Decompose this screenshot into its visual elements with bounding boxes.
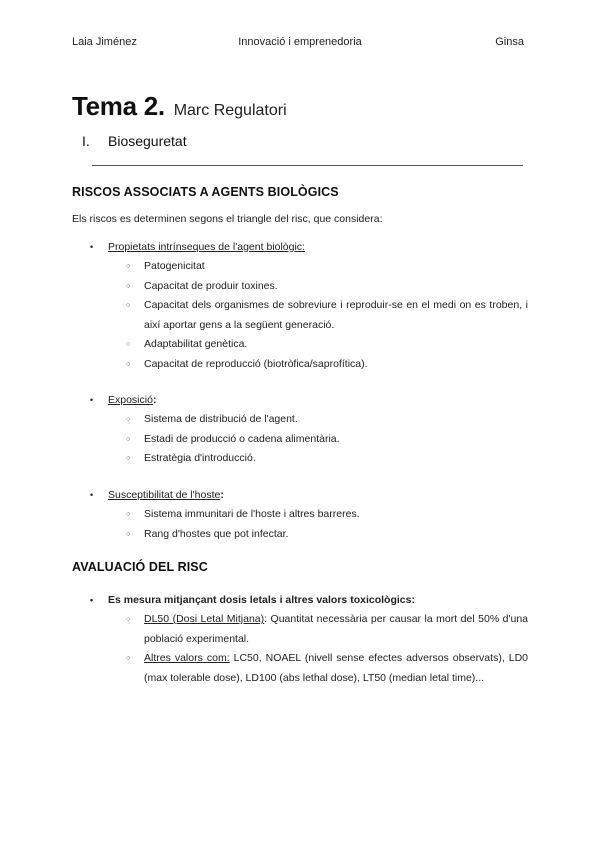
list-item: ○ Adaptabilitat genètica. [72,335,528,355]
list-item: ○ Rang d'hostes que pot infectar. [72,525,528,545]
circle-bullet-icon: ○ [126,282,131,290]
section-heading-risks: RISCOS ASSOCIATS A AGENTS BIOLÒGICS [72,185,339,199]
group-label: Propietats intrínseques de l'agent biològic: [108,241,305,253]
circle-bullet-icon: ○ [126,360,131,368]
header-right-label: Ginsa [495,36,524,48]
title-sub: Marc Regulatori [173,102,287,119]
title-main: Tema 2. [72,91,165,121]
risk-group-susceptibility [72,486,528,544]
list-item: ○ DL50 (Dosi Letal Mitjana): Quantitat necessària per causar la mort del 50% d'una població experimental. [72,610,528,649]
circle-bullet-icon: ○ [126,530,131,538]
list-item: ○ Capacitat dels organismes de sobreviure i reproduir-se en el medi on es troben, i així aportar gens a la següent generació. [72,296,528,335]
section-intro: Els riscos es determinen segons el triangle del risc, que considera: [72,213,383,225]
assessment-lead: Es mesura mitjançant dosis letals i altres valors toxicològics: [108,594,415,606]
subsection-numeral: I. [82,133,90,149]
bullet-icon: • [90,242,94,252]
circle-bullet-icon: ○ [126,435,131,443]
bullet-icon: • [90,490,94,500]
list-item: • Exposició: [72,391,528,410]
list-item: ○ Capacitat de produir toxines. [72,277,528,297]
list-item: • Susceptibilitat de l'hoste: [72,486,528,505]
list-item [72,591,528,610]
list-item: ○ Patogenicitat [72,257,528,277]
bullet-icon: • [90,595,94,605]
list-item: ○ Altres valors com: LC50, NOAEL (nivell sense efectes adversos observats), LD0 (max tolerable dose), LD100 (abs lethal dose), LT50 (median letal time)... [72,649,528,688]
assessment-list [72,591,528,688]
horizontal-rule [92,165,523,166]
circle-bullet-icon: ○ [126,616,131,623]
section-heading-assessment: AVALUACIÓ DEL RISC [72,560,208,574]
risk-group-intrinsic [72,238,528,374]
subsection-heading [82,133,187,149]
group-label: Susceptibilitat de l'hoste [108,489,221,501]
circle-bullet-icon: ○ [126,655,131,662]
circle-bullet-icon: ○ [126,263,131,270]
subsection-label: Bioseguretat [108,133,187,149]
group-label: Exposició [108,394,153,406]
header-author: Laia Jiménez [72,36,137,48]
circle-bullet-icon: ○ [126,416,131,423]
circle-bullet-icon: ○ [126,341,131,348]
list-item: ○ Sistema de distribució de l'agent. [72,410,528,430]
list-item: ○ Capacitat de reproducció (biotròfica/saprofítica). [72,355,528,375]
circle-bullet-icon: ○ [126,511,131,518]
bullet-icon: • [90,395,94,405]
list-item [72,238,528,257]
term: DL50 (Dosi Letal Mitjana) [144,613,265,625]
list-item: ○ Estadi de producció o cadena alimentària. [72,430,528,450]
page-title [72,86,287,123]
circle-bullet-icon: ○ [126,455,131,462]
term: Altres valors com: [144,652,230,664]
risk-group-exposure [72,391,528,469]
circle-bullet-icon: ○ [126,302,131,309]
list-item: ○ Estratègia d'introducció. [72,449,528,469]
list-item: ○ Sistema immunitari de l'hoste i altres barreres. [72,505,528,525]
header-course: Innovació i emprenedoria [238,36,362,48]
